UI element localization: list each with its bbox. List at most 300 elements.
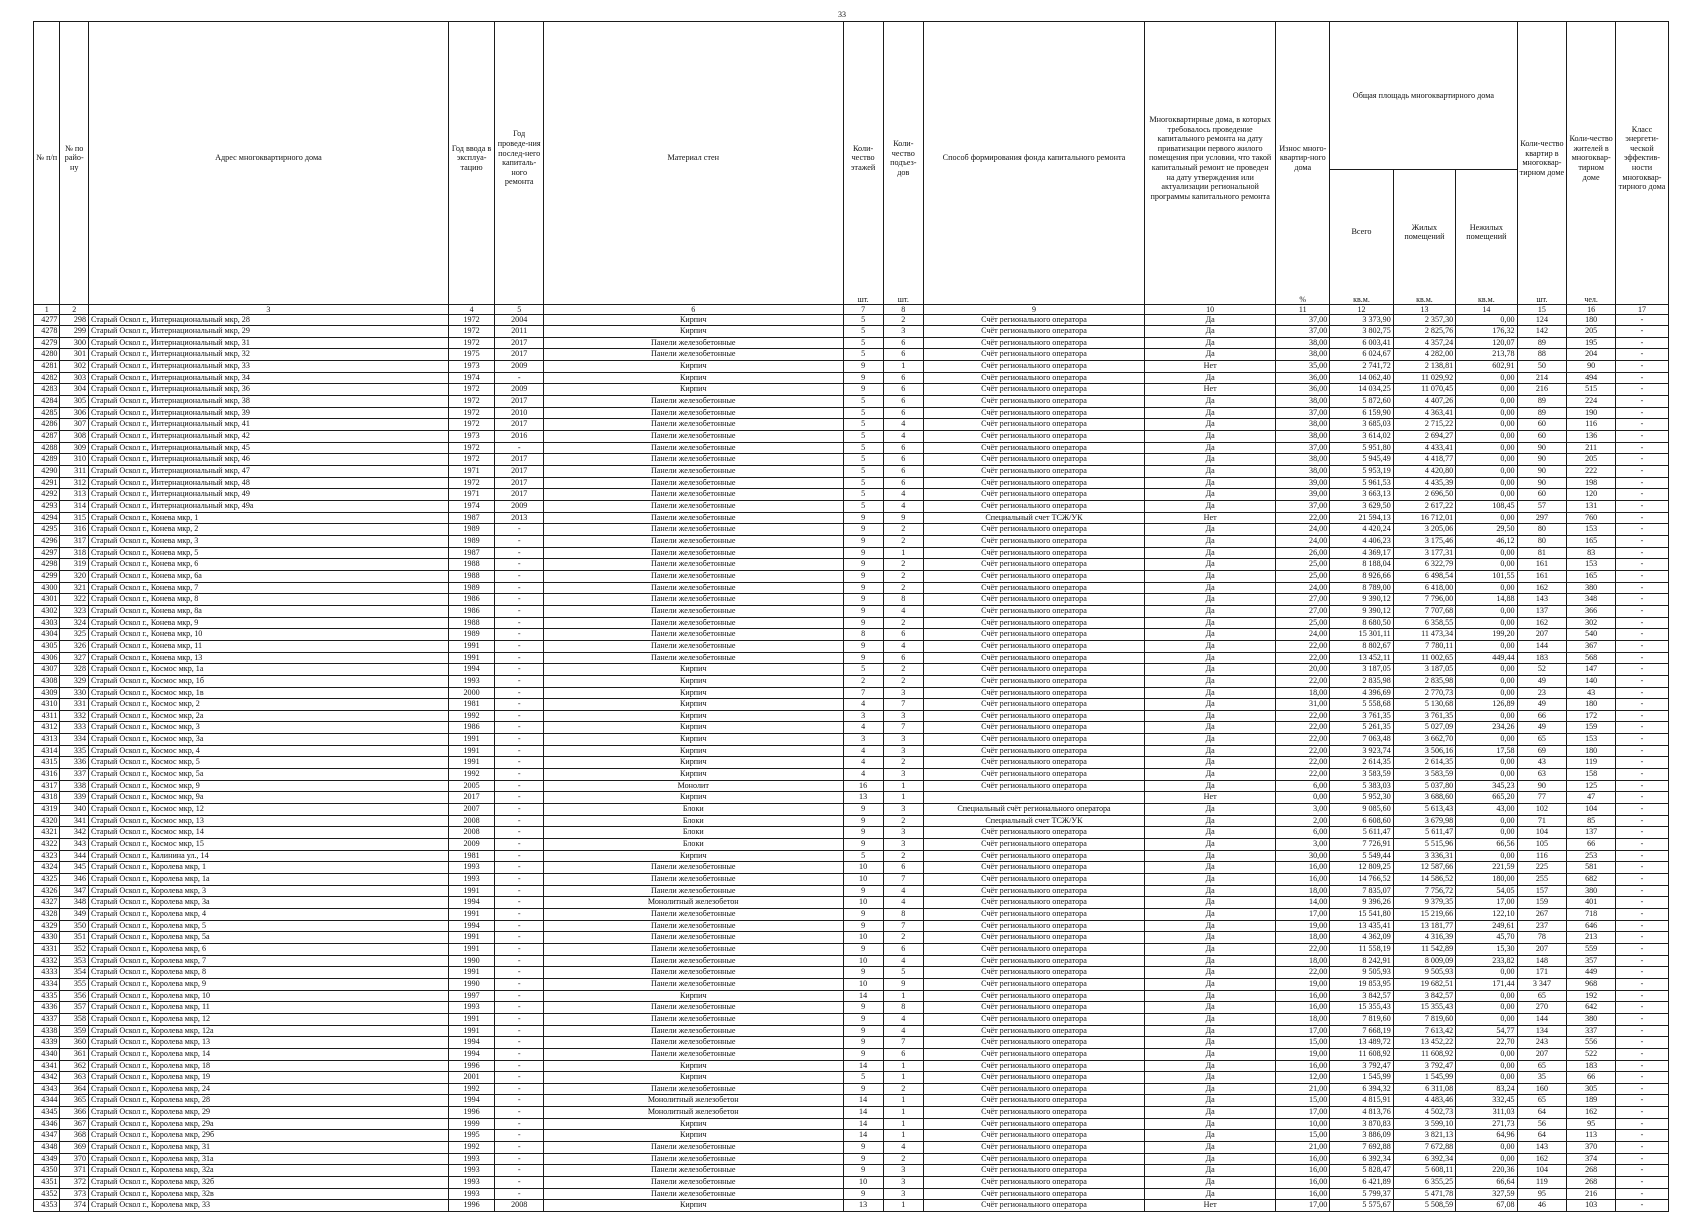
- cell-energy-class: -: [1615, 1013, 1668, 1025]
- cell-energy-class: -: [1615, 1048, 1668, 1060]
- cell-wear: 16,00: [1276, 1153, 1330, 1165]
- cell-seq-number: 4314: [34, 745, 60, 757]
- cell-last-repair-year: -: [495, 524, 544, 536]
- cell-area-nonresidential: 602,91: [1456, 361, 1517, 373]
- cell-seq-number: 4340: [34, 1048, 60, 1060]
- table-row: [34, 757, 1669, 769]
- cell-repair-required: Да: [1145, 617, 1276, 629]
- cell-energy-class: -: [1615, 512, 1668, 524]
- cell-district-number: 373: [60, 1188, 89, 1200]
- table-row: [34, 1188, 1669, 1200]
- cell-area-total: 14 062,40: [1330, 372, 1393, 384]
- cell-residents: 253: [1567, 850, 1616, 862]
- cell-floors: 9: [843, 839, 883, 851]
- cell-area-total: 5 951,80: [1330, 442, 1393, 454]
- cell-seq-number: 4338: [34, 1025, 60, 1037]
- cell-area-residential: 6 322,79: [1393, 559, 1455, 571]
- cell-repair-required: Да: [1145, 664, 1276, 676]
- cell-area-nonresidential: 45,70: [1456, 932, 1517, 944]
- cell-residents: 85: [1567, 815, 1616, 827]
- cell-repair-required: Да: [1145, 547, 1276, 559]
- cell-area-total: 8 789,00: [1330, 582, 1393, 594]
- cell-area-total: 5 558,68: [1330, 699, 1393, 711]
- cell-commission-year: 1971: [448, 489, 495, 501]
- cell-district-number: 302: [60, 361, 89, 373]
- cell-address: Старый Оскол г., Интернациональный мкр, 42: [89, 431, 449, 443]
- cell-wall-material: Блоки: [544, 827, 843, 839]
- cell-wear: 18,00: [1276, 885, 1330, 897]
- cell-address: Старый Оскол г., Королева мкр, 29: [89, 1107, 449, 1119]
- cell-energy-class: -: [1615, 326, 1668, 338]
- cell-fund-method: Счёт регионального оператора: [923, 442, 1144, 454]
- cell-residents: 357: [1567, 955, 1616, 967]
- cell-wear: 38,00: [1276, 337, 1330, 349]
- column-number: 1: [34, 304, 60, 314]
- cell-seq-number: 4330: [34, 932, 60, 944]
- cell-floors: 5: [843, 850, 883, 862]
- cell-area-residential: 3 761,35: [1393, 710, 1455, 722]
- cell-address: Старый Оскол г., Королева мкр, 6: [89, 943, 449, 955]
- cell-area-nonresidential: 213,78: [1456, 349, 1517, 361]
- cell-seq-number: 4348: [34, 1142, 60, 1154]
- cell-address: Старый Оскол г., Интернациональный мкр, 47: [89, 466, 449, 478]
- cell-floors: 9: [843, 361, 883, 373]
- col-header-seq-number: № п/п: [34, 22, 60, 295]
- cell-wall-material: Панели железобетонные: [544, 512, 843, 524]
- cell-last-repair-year: -: [495, 757, 544, 769]
- cell-fund-method: Счёт регионального оператора: [923, 501, 1144, 513]
- cell-address: Старый Оскол г., Королева мкр, 7: [89, 955, 449, 967]
- cell-area-nonresidential: 176,32: [1456, 326, 1517, 338]
- cell-last-repair-year: -: [495, 629, 544, 641]
- cell-repair-required: Да: [1145, 978, 1276, 990]
- cell-area-total: 3 886,09: [1330, 1130, 1393, 1142]
- cell-area-nonresidential: 271,73: [1456, 1118, 1517, 1130]
- col-header-floors: Коли-чество этажей: [843, 22, 883, 295]
- cell-district-number: 334: [60, 734, 89, 746]
- table-row: [34, 885, 1669, 897]
- table-row: [34, 897, 1669, 909]
- cell-district-number: 300: [60, 337, 89, 349]
- cell-apartments: 161: [1517, 570, 1567, 582]
- cell-entrances: 1: [883, 1095, 923, 1107]
- cell-commission-year: 1991: [448, 745, 495, 757]
- cell-commission-year: 1973: [448, 431, 495, 443]
- table-body: [34, 314, 1669, 1212]
- cell-apartments: 148: [1517, 955, 1567, 967]
- cell-fund-method: Счёт регионального оператора: [923, 605, 1144, 617]
- cell-fund-method: Счёт регионального оператора: [923, 594, 1144, 606]
- cell-last-repair-year: 2009: [495, 384, 544, 396]
- cell-apartments: 64: [1517, 1130, 1567, 1142]
- column-numbers-row: [34, 304, 1669, 314]
- cell-wall-material: Монолитный железобетон: [544, 1107, 843, 1119]
- cell-entrances: 1: [883, 547, 923, 559]
- cell-area-total: 11 608,92: [1330, 1048, 1393, 1060]
- cell-address: Старый Оскол г., Интернациональный мкр, 28: [89, 314, 449, 326]
- cell-repair-required: Да: [1145, 734, 1276, 746]
- cell-district-number: 370: [60, 1153, 89, 1165]
- cell-last-repair-year: -: [495, 897, 544, 909]
- cell-last-repair-year: -: [495, 1107, 544, 1119]
- cell-wear: 6,00: [1276, 780, 1330, 792]
- cell-area-total: 12 809,25: [1330, 862, 1393, 874]
- cell-address: Старый Оскол г., Интернациональный мкр, 41: [89, 419, 449, 431]
- cell-area-nonresidential: 234,26: [1456, 722, 1517, 734]
- cell-residents: 90: [1567, 361, 1616, 373]
- cell-wear: 18,00: [1276, 1013, 1330, 1025]
- cell-address: Старый Оскол г., Королева мкр, 13: [89, 1037, 449, 1049]
- cell-residents: 66: [1567, 839, 1616, 851]
- column-number: 4: [448, 304, 495, 314]
- cell-area-residential: 5 027,09: [1393, 722, 1455, 734]
- cell-energy-class: -: [1615, 442, 1668, 454]
- cell-area-nonresidential: 0,00: [1456, 757, 1517, 769]
- cell-area-residential: 3 175,46: [1393, 535, 1455, 547]
- cell-energy-class: -: [1615, 349, 1668, 361]
- cell-wall-material: Кирпич: [544, 1118, 843, 1130]
- cell-area-nonresidential: 345,23: [1456, 780, 1517, 792]
- cell-seq-number: 4299: [34, 570, 60, 582]
- cell-entrances: 6: [883, 349, 923, 361]
- cell-last-repair-year: -: [495, 1037, 544, 1049]
- cell-wear: 22,00: [1276, 722, 1330, 734]
- cell-district-number: 344: [60, 850, 89, 862]
- cell-area-residential: 4 316,39: [1393, 932, 1455, 944]
- cell-commission-year: 1991: [448, 1013, 495, 1025]
- cell-residents: 337: [1567, 1025, 1616, 1037]
- cell-area-total: 6 421,89: [1330, 1177, 1393, 1189]
- cell-seq-number: 4320: [34, 815, 60, 827]
- cell-area-total: 5 383,03: [1330, 780, 1393, 792]
- cell-wall-material: Панели железобетонные: [544, 1165, 843, 1177]
- cell-residents: 198: [1567, 477, 1616, 489]
- cell-residents: 192: [1567, 990, 1616, 1002]
- cell-area-total: 3 583,59: [1330, 769, 1393, 781]
- cell-wear: 17,00: [1276, 1025, 1330, 1037]
- cell-floors: 9: [843, 1165, 883, 1177]
- cell-address: Старый Оскол г., Королева мкр, 31а: [89, 1153, 449, 1165]
- cell-seq-number: 4353: [34, 1200, 60, 1212]
- cell-entrances: 6: [883, 337, 923, 349]
- cell-fund-method: Счёт регионального оператора: [923, 1142, 1144, 1154]
- cell-seq-number: 4339: [34, 1037, 60, 1049]
- cell-repair-required: Нет: [1145, 792, 1276, 804]
- cell-commission-year: 1999: [448, 1118, 495, 1130]
- cell-commission-year: 2001: [448, 1072, 495, 1084]
- cell-wall-material: Панели железобетонные: [544, 407, 843, 419]
- cell-seq-number: 4279: [34, 337, 60, 349]
- cell-apartments: 207: [1517, 629, 1567, 641]
- cell-district-number: 338: [60, 780, 89, 792]
- cell-area-nonresidential: 15,30: [1456, 943, 1517, 955]
- cell-residents: 95: [1567, 1118, 1616, 1130]
- cell-entrances: 6: [883, 454, 923, 466]
- cell-residents: 153: [1567, 524, 1616, 536]
- cell-district-number: 374: [60, 1200, 89, 1212]
- cell-entrances: 8: [883, 1002, 923, 1014]
- cell-last-repair-year: -: [495, 827, 544, 839]
- cell-entrances: 4: [883, 489, 923, 501]
- cell-area-residential: 19 682,51: [1393, 978, 1455, 990]
- cell-seq-number: 4342: [34, 1072, 60, 1084]
- cell-area-residential: 2 138,81: [1393, 361, 1455, 373]
- cell-area-nonresidential: 0,00: [1456, 477, 1517, 489]
- cell-commission-year: 1991: [448, 734, 495, 746]
- cell-last-repair-year: -: [495, 1153, 544, 1165]
- cell-entrances: 3: [883, 710, 923, 722]
- cell-last-repair-year: -: [495, 640, 544, 652]
- cell-fund-method: Счёт регионального оператора: [923, 769, 1144, 781]
- cell-wear: 22,00: [1276, 967, 1330, 979]
- cell-district-number: 353: [60, 955, 89, 967]
- cell-area-residential: 2 614,35: [1393, 757, 1455, 769]
- cell-last-repair-year: -: [495, 967, 544, 979]
- cell-entrances: 6: [883, 629, 923, 641]
- cell-address: Старый Оскол г., Космос мкр, 3а: [89, 734, 449, 746]
- cell-residents: 305: [1567, 1083, 1616, 1095]
- cell-area-total: 5 549,44: [1330, 850, 1393, 862]
- table-row: [34, 501, 1669, 513]
- cell-area-nonresidential: 126,89: [1456, 699, 1517, 711]
- cell-residents: 180: [1567, 745, 1616, 757]
- cell-last-repair-year: -: [495, 792, 544, 804]
- table-row: [34, 839, 1669, 851]
- cell-entrances: 6: [883, 477, 923, 489]
- cell-area-residential: 2 617,22: [1393, 501, 1455, 513]
- cell-apartments: 142: [1517, 326, 1567, 338]
- col-header-wear: Износ много-квартир-ного дома: [1276, 22, 1330, 295]
- table-row: [34, 617, 1669, 629]
- cell-seq-number: 4343: [34, 1083, 60, 1095]
- cell-energy-class: -: [1615, 769, 1668, 781]
- cell-energy-class: -: [1615, 780, 1668, 792]
- cell-seq-number: 4284: [34, 396, 60, 408]
- cell-area-nonresidential: 0,00: [1456, 967, 1517, 979]
- cell-entrances: 4: [883, 419, 923, 431]
- cell-repair-required: Да: [1145, 629, 1276, 641]
- cell-wear: 22,00: [1276, 745, 1330, 757]
- cell-residents: 158: [1567, 769, 1616, 781]
- cell-wall-material: Кирпич: [544, 792, 843, 804]
- cell-floors: 9: [843, 804, 883, 816]
- cell-wall-material: Панели железобетонные: [544, 559, 843, 571]
- cell-floors: 5: [843, 489, 883, 501]
- cell-repair-required: Да: [1145, 326, 1276, 338]
- cell-area-residential: 3 821,13: [1393, 1130, 1455, 1142]
- cell-address: Старый Оскол г., Королева мкр, 12а: [89, 1025, 449, 1037]
- cell-energy-class: -: [1615, 757, 1668, 769]
- cell-residents: 213: [1567, 932, 1616, 944]
- cell-energy-class: -: [1615, 1177, 1668, 1189]
- cell-wall-material: Панели железобетонные: [544, 920, 843, 932]
- cell-floors: 5: [843, 454, 883, 466]
- cell-area-residential: 7 780,11: [1393, 640, 1455, 652]
- cell-address: Старый Оскол г., Интернациональный мкр, 33: [89, 361, 449, 373]
- table-row: [34, 1060, 1669, 1072]
- cell-seq-number: 4318: [34, 792, 60, 804]
- cell-area-total: 5 961,53: [1330, 477, 1393, 489]
- cell-area-total: 5 828,47: [1330, 1165, 1393, 1177]
- cell-area-residential: 2 825,76: [1393, 326, 1455, 338]
- cell-commission-year: 1988: [448, 570, 495, 582]
- cell-fund-method: Счёт регионального оператора: [923, 710, 1144, 722]
- cell-last-repair-year: -: [495, 1188, 544, 1200]
- cell-area-residential: 11 029,92: [1393, 372, 1455, 384]
- cell-last-repair-year: 2017: [495, 337, 544, 349]
- cell-address: Старый Оскол г., Королева мкр, 14: [89, 1048, 449, 1060]
- cell-address: Старый Оскол г., Космос мкр, 13: [89, 815, 449, 827]
- cell-area-residential: 5 130,68: [1393, 699, 1455, 711]
- cell-area-nonresidential: 17,00: [1456, 897, 1517, 909]
- cell-address: Старый Оскол г., Интернациональный мкр, 36: [89, 384, 449, 396]
- cell-commission-year: 1992: [448, 710, 495, 722]
- cell-seq-number: 4298: [34, 559, 60, 571]
- column-number: 2: [60, 304, 89, 314]
- cell-fund-method: Специальный счет ТСЖ/УК: [923, 815, 1144, 827]
- cell-area-nonresidential: 0,00: [1456, 769, 1517, 781]
- cell-seq-number: 4322: [34, 839, 60, 851]
- cell-energy-class: -: [1615, 1118, 1668, 1130]
- cell-area-total: 5 575,67: [1330, 1200, 1393, 1212]
- cell-entrances: 1: [883, 1060, 923, 1072]
- cell-area-residential: 6 355,25: [1393, 1177, 1455, 1189]
- cell-district-number: 367: [60, 1118, 89, 1130]
- cell-wear: 30,00: [1276, 850, 1330, 862]
- cell-wear: 37,00: [1276, 326, 1330, 338]
- cell-repair-required: Да: [1145, 745, 1276, 757]
- cell-fund-method: Счёт регионального оператора: [923, 1002, 1144, 1014]
- cell-seq-number: 4286: [34, 419, 60, 431]
- cell-seq-number: 4349: [34, 1153, 60, 1165]
- cell-floors: 5: [843, 314, 883, 326]
- cell-repair-required: Да: [1145, 442, 1276, 454]
- table-row: [34, 1130, 1669, 1142]
- cell-last-repair-year: 2017: [495, 477, 544, 489]
- cell-commission-year: 1993: [448, 1188, 495, 1200]
- cell-fund-method: Счёт регионального оператора: [923, 407, 1144, 419]
- cell-wear: 21,00: [1276, 1142, 1330, 1154]
- cell-area-total: 4 406,23: [1330, 535, 1393, 547]
- cell-residents: 380: [1567, 885, 1616, 897]
- cell-area-total: 6 608,60: [1330, 815, 1393, 827]
- cell-wall-material: Панели железобетонные: [544, 524, 843, 536]
- cell-fund-method: Счёт регионального оператора: [923, 722, 1144, 734]
- cell-fund-method: Счёт регионального оператора: [923, 967, 1144, 979]
- cell-residents: 172: [1567, 710, 1616, 722]
- cell-wall-material: Панели железобетонные: [544, 1037, 843, 1049]
- table-row: [34, 466, 1669, 478]
- cell-commission-year: 1991: [448, 757, 495, 769]
- table-row: [34, 582, 1669, 594]
- cell-wear: 36,00: [1276, 384, 1330, 396]
- table-row: [34, 734, 1669, 746]
- cell-area-total: 9 390,12: [1330, 594, 1393, 606]
- cell-floors: 4: [843, 769, 883, 781]
- cell-seq-number: 4310: [34, 699, 60, 711]
- cell-area-nonresidential: 67,08: [1456, 1200, 1517, 1212]
- cell-area-residential: 5 471,78: [1393, 1188, 1455, 1200]
- cell-wear: 22,00: [1276, 757, 1330, 769]
- cell-area-total: 3 761,35: [1330, 710, 1393, 722]
- cell-district-number: 358: [60, 1013, 89, 1025]
- cell-area-nonresidential: 0,00: [1456, 454, 1517, 466]
- cell-seq-number: 4327: [34, 897, 60, 909]
- cell-seq-number: 4324: [34, 862, 60, 874]
- cell-fund-method: Счёт регионального оператора: [923, 850, 1144, 862]
- cell-district-number: 368: [60, 1130, 89, 1142]
- cell-wear: 16,00: [1276, 1002, 1330, 1014]
- cell-area-nonresidential: 0,00: [1456, 640, 1517, 652]
- cell-fund-method: Счёт регионального оператора: [923, 675, 1144, 687]
- cell-repair-required: Да: [1145, 1048, 1276, 1060]
- cell-wear: 20,00: [1276, 664, 1330, 676]
- cell-last-repair-year: -: [495, 1002, 544, 1014]
- cell-address: Старый Оскол г., Конева мкр, 5: [89, 547, 449, 559]
- cell-apartments: 80: [1517, 524, 1567, 536]
- cell-apartments: 90: [1517, 442, 1567, 454]
- cell-apartments: 50: [1517, 361, 1567, 373]
- cell-residents: 302: [1567, 617, 1616, 629]
- cell-commission-year: 1972: [448, 419, 495, 431]
- cell-district-number: 323: [60, 605, 89, 617]
- cell-area-nonresidential: 0,00: [1456, 1142, 1517, 1154]
- cell-area-nonresidential: 665,20: [1456, 792, 1517, 804]
- cell-commission-year: 1981: [448, 850, 495, 862]
- column-number: 9: [923, 304, 1144, 314]
- cell-fund-method: Счёт регионального оператора: [923, 839, 1144, 851]
- cell-wall-material: Монолит: [544, 780, 843, 792]
- cell-wall-material: Кирпич: [544, 1072, 843, 1084]
- cell-area-total: 5 611,47: [1330, 827, 1393, 839]
- cell-entrances: 2: [883, 617, 923, 629]
- cell-district-number: 336: [60, 757, 89, 769]
- cell-last-repair-year: 2004: [495, 314, 544, 326]
- cell-address: Старый Оскол г., Королева мкр, 10: [89, 990, 449, 1002]
- cell-area-total: 6 024,67: [1330, 349, 1393, 361]
- cell-last-repair-year: -: [495, 594, 544, 606]
- cell-last-repair-year: 2017: [495, 489, 544, 501]
- cell-floors: 5: [843, 419, 883, 431]
- cell-area-total: 15 355,43: [1330, 1002, 1393, 1014]
- cell-fund-method: Счёт регионального оператора: [923, 372, 1144, 384]
- cell-seq-number: 4316: [34, 769, 60, 781]
- cell-commission-year: 1991: [448, 943, 495, 955]
- cell-energy-class: -: [1615, 955, 1668, 967]
- cell-area-nonresidential: 17,58: [1456, 745, 1517, 757]
- cell-apartments: 270: [1517, 1002, 1567, 1014]
- cell-floors: 4: [843, 757, 883, 769]
- cell-energy-class: -: [1615, 1188, 1668, 1200]
- cell-fund-method: Специальный счет ТСЖ/УК: [923, 512, 1144, 524]
- cell-seq-number: 4325: [34, 874, 60, 886]
- cell-area-residential: 5 037,80: [1393, 780, 1455, 792]
- cell-seq-number: 4304: [34, 629, 60, 641]
- table-row: [34, 792, 1669, 804]
- cell-area-nonresidential: 0,00: [1456, 431, 1517, 443]
- cell-fund-method: Счёт регионального оператора: [923, 664, 1144, 676]
- cell-entrances: 3: [883, 745, 923, 757]
- cell-last-repair-year: -: [495, 535, 544, 547]
- cell-wear: 24,00: [1276, 582, 1330, 594]
- cell-entrances: 1: [883, 1107, 923, 1119]
- cell-fund-method: Счёт регионального оператора: [923, 489, 1144, 501]
- cell-area-nonresidential: 22,70: [1456, 1037, 1517, 1049]
- cell-area-residential: 2 694,27: [1393, 431, 1455, 443]
- cell-address: Старый Оскол г., Королева мкр, 19: [89, 1072, 449, 1084]
- cell-energy-class: -: [1615, 535, 1668, 547]
- table-row: [34, 978, 1669, 990]
